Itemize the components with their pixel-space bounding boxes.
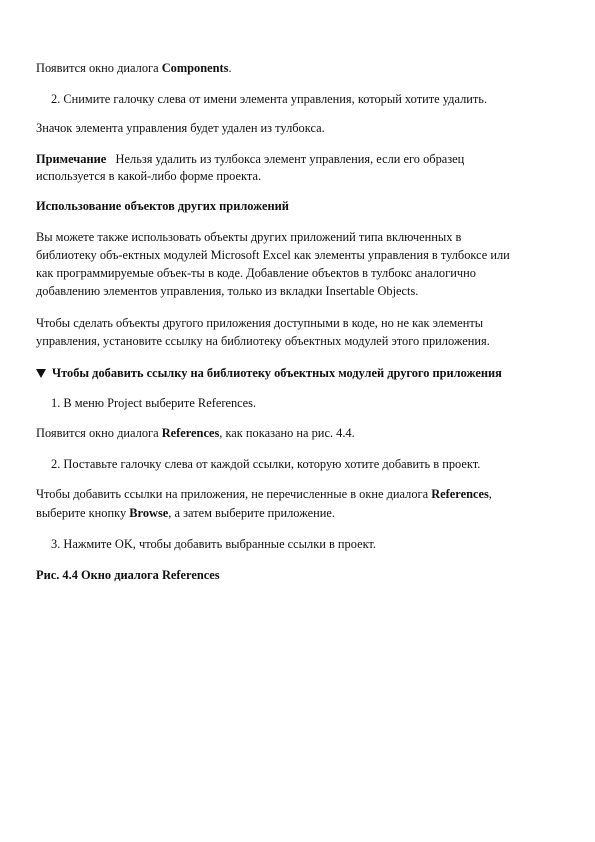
step-uncheck-control: 2. Снимите галочку слева от имени элемента управления, который хотите удалить.: [51, 92, 488, 106]
paragraph-browse-line-2: [36, 506, 335, 521]
paragraph-other-apps-line-3: как программируемые объек-ты в коде. Добавление объектов в тулбокс аналогично: [36, 266, 476, 280]
procedure-heading: [36, 366, 502, 381]
text-span: , а затем выберите приложение.: [168, 506, 335, 520]
procedure-heading-text: Чтобы добавить ссылку на библиотеку объектных модулей другого приложения: [52, 366, 502, 380]
note-label: Примечание: [36, 152, 107, 166]
section-heading: Использование объектов других приложений: [36, 199, 289, 213]
paragraph-code-access-line-2: управления, установите ссылку на библиотеку объектных модулей этого приложения.: [36, 334, 490, 348]
note-text: Нельзя удалить из тулбокса элемент управления, если его образец: [106, 152, 465, 166]
text-span: Появится окно диалога: [36, 61, 162, 75]
step-press-ok: 3. Нажмите OK, чтобы добавить выбранные ссылки в проект.: [51, 537, 376, 551]
text-span: выберите кнопку: [36, 506, 130, 520]
paragraph-icon-removed: Значок элемента управления будет удален из тулбокса.: [36, 121, 325, 135]
paragraph-components-dialog: [36, 61, 232, 76]
paragraph-other-apps-line-1: Вы можете также использовать объекты других приложений типа включенных в: [36, 230, 462, 244]
note-line-1: [36, 152, 464, 167]
paragraph-browse-line-1: [36, 487, 492, 502]
note-line-2: используется в какой-либо форме проекта.: [36, 169, 262, 183]
step-project-references: 1. В меню Project выберите References.: [51, 396, 257, 410]
dialog-name: References: [431, 487, 489, 501]
paragraph-references-dialog: [36, 426, 355, 441]
dialog-name: Components: [161, 61, 229, 75]
paragraph-code-access-line-1: Чтобы сделать объекты другого приложения доступными в коде, но не как элементы: [36, 316, 484, 330]
text-span: ,: [488, 487, 492, 501]
text-span: .: [228, 61, 232, 75]
text-span: , как показано на рис. 4.4.: [219, 426, 355, 440]
step-check-references: 2. Поставьте галочку слева от каждой ссылки, которую хотите добавить в проект.: [51, 457, 481, 471]
text-span: Чтобы добавить ссылки на приложения, не перечисленные в окне диалога: [36, 487, 432, 501]
paragraph-other-apps-line-4: добавлению элементов управления, только из вкладки Insertable Objects.: [36, 284, 419, 298]
text-span: Появится окно диалога: [36, 426, 162, 440]
dialog-name: References: [161, 426, 220, 440]
paragraph-other-apps-line-2: библиотеку объ-ектных модулей Microsoft Excel как элементы управления в тулбоксе или: [36, 248, 510, 262]
triangle-down-icon: [36, 369, 46, 378]
button-name: Browse: [129, 506, 169, 520]
figure-caption: Рис. 4.4 Окно диалога References: [36, 568, 220, 582]
